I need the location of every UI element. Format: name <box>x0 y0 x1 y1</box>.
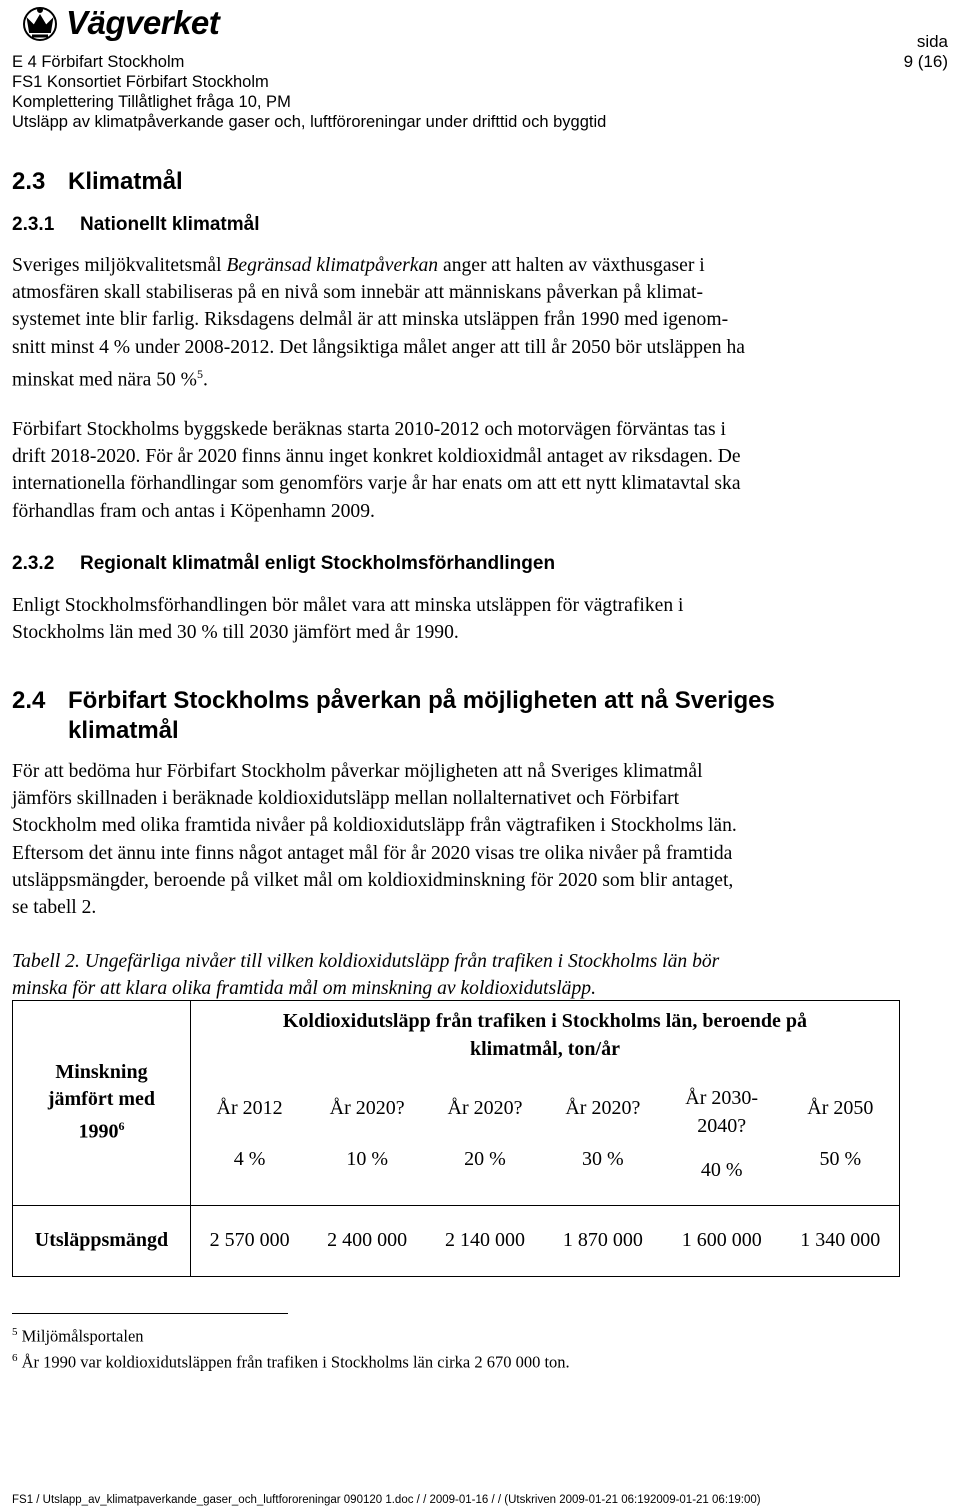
value-cell: 1 870 000 <box>544 1205 662 1276</box>
paragraph-national-goal: Sveriges miljökvalitetsmål Begränsad klimatpåverkan anger att halten av växthusgaser i atmosfären skall stabiliseras på en nivå som innebär att människans påverkan på klimat- systemet inte blir farlig. Riksdagens delmål är att minska utsläppen från 1990 med igenom- snitt minst 4 % under 2008-2012. Det långsiktiga målet anger att till år 2050 bör utsläppen ha minskat med nära 50 %$^5$. <box>12 255 745 391</box>
col-2012: År 2012 4 % <box>190 1063 308 1205</box>
page-footer: FS1 / Utslapp_av_klimatpaverkande_gaser_och_luftfororeningar 090120 1.doc / / 2009-01-16 / / (Utskriven 2009-01-21 06:192009-01-21 06:19:00) <box>12 1494 761 1506</box>
emissions-table <box>12 1000 900 1277</box>
col-2020-10: År 2020? 10 % <box>308 1063 426 1205</box>
section-heading-2-3 <box>12 168 183 196</box>
value-cell: 1 600 000 <box>662 1205 782 1276</box>
col-2020-30: År 2020? 30 % <box>544 1063 662 1205</box>
section-number: 2.3.1 <box>12 214 55 235</box>
footnote-6: $^6$ År 1990 var koldioxidutsläppen från trafiken i Stockholms län cirka 2 670 000 ton. <box>12 1352 570 1372</box>
value-cell: 2 400 000 <box>308 1205 426 1276</box>
header-line-consortium: FS1 Konsortiet Förbifart Stockholm <box>12 73 269 91</box>
page-number: 9 (16) <box>903 52 948 71</box>
paragraph-regional-goal: Enligt Stockholmsförhandlingen bör målet vara att minska utsläppen för vägtrafiken i Stockholms län med 30 % till 2030 jämfört med år 1990. <box>12 595 684 644</box>
page-label: sida <box>916 32 948 51</box>
section-heading-2-4 <box>12 686 775 746</box>
footnote-5: $^5$ Miljömålsportalen <box>12 1326 144 1346</box>
section-heading-2-3-1 <box>12 214 260 236</box>
row-header-reduction: Minskning jämfört med 1990$^6$ <box>13 1001 191 1206</box>
header-line-subject: Utsläpp av klimatpåverkande gaser och, luftföroreningar under drifttid och byggtid <box>12 113 607 131</box>
row-label-emissions: Utsläppsmängd <box>13 1205 191 1276</box>
value-cell: 1 340 000 <box>782 1205 900 1276</box>
table-caption: Tabell 2. Ungefärliga nivåer till vilken koldioxidutsläpp från trafiken i Stockholms län bör minska för att klara olika framtida mål om minskning av koldioxidutsläpp. <box>12 951 720 1000</box>
section-title: Regionalt klimatmål enligt Stockholmsförhandlingen <box>80 553 556 574</box>
col-2050: År 2050 50 % <box>782 1063 900 1205</box>
header-line-document: Komplettering Tillåtlighet fråga 10, PM <box>12 93 291 111</box>
paragraph-assessment: För att bedöma hur Förbifart Stockholm påverkar möjligheten att nå Sveriges klimatmål jämförs skillnaden i beräknade koldioxidutsläpp mellan nollalternativet och Förbifart Stockholm med olika framtida nivåer på koldioxidutsläpp från vägtrafiken i Stockholms län. Eftersom det ännu inte finns något antaget mål för år 2020 visas tre olika nivåer på framtida utsläppsmängder, beroende på vilket mål om koldioxidminskning för 2020 som blir antaget, se tabell 2. <box>12 761 737 919</box>
col-2020-20: År 2020? 20 % <box>426 1063 544 1205</box>
section-title: Nationellt klimatmål <box>80 214 260 235</box>
paragraph-construction: Förbifart Stockholms byggskede beräknas starta 2010-2012 och motorvägen förväntas tas i drift 2018-2020. För år 2020 finns ännu inget konkret koldioxidmål antaget av riksdagen. De internationella förhandlingar som genomförs varje år har enats om att ett nytt klimatavtal ska förhandlas fram och antas i Köpenhamn 2009. <box>12 419 741 522</box>
brand-name: Vägverket <box>66 4 220 41</box>
footnote-divider <box>12 1313 288 1314</box>
crown-icon <box>24 8 56 40</box>
group-header: Koldioxidutsläpp från trafiken i Stockholms län, beroende på klimatmål, ton/år <box>190 1001 899 1064</box>
section-title-cont: klimatmål <box>68 717 179 744</box>
section-title: Förbifart Stockholms påverkan på möjligheten att nå Sveriges <box>68 687 775 714</box>
goal-name: Begränsad klimatpåverkan <box>226 255 439 276</box>
section-number: 2.4 <box>12 687 46 714</box>
footnote-ref-5[interactable]: 5 <box>197 366 204 381</box>
value-cell: 2 140 000 <box>426 1205 544 1276</box>
section-number: 2.3 <box>12 168 46 195</box>
col-2030-2040: År 2030- 2040? 40 % <box>662 1063 782 1205</box>
section-number: 2.3.2 <box>12 553 55 574</box>
header-line-project: E 4 Förbifart Stockholm <box>12 53 185 71</box>
section-heading-2-3-2 <box>12 553 555 575</box>
section-title: Klimatmål <box>68 168 183 195</box>
value-cell: 2 570 000 <box>190 1205 308 1276</box>
footnote-ref-6[interactable]: 6 <box>118 1119 125 1134</box>
